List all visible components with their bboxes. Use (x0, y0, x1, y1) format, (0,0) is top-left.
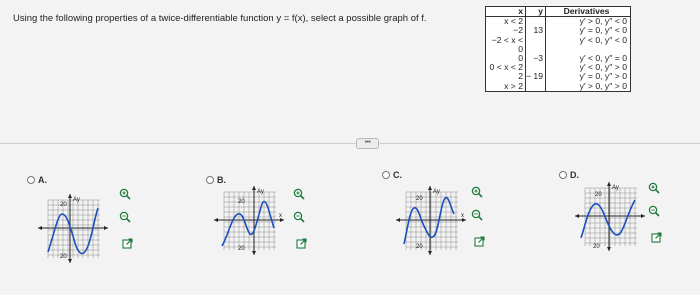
zoom-out-icon[interactable] (648, 205, 660, 217)
function-curve (222, 201, 274, 246)
option-c-graph (396, 186, 468, 256)
cell-y (526, 36, 546, 54)
header-y: y (526, 7, 546, 16)
open-external-icon[interactable] (473, 235, 485, 247)
section-divider (0, 143, 700, 144)
y-axis-label: Ay (257, 189, 264, 195)
option-d-graph (575, 182, 647, 252)
zoom-out-icon[interactable] (119, 211, 131, 223)
axis-bottom-label: 20 (593, 244, 600, 250)
header-x: x (486, 7, 526, 16)
y-axis-arrow-up (252, 186, 256, 190)
axis-top-label: 20 (60, 202, 67, 208)
cell-derivatives: y′ = 0, y′′ < 0 (579, 25, 627, 36)
x-axis-arrow-left (38, 226, 42, 230)
y-axis-arrow-down (68, 259, 72, 263)
cell-x: x > 2 (486, 82, 526, 91)
zoom-out-icon[interactable] (471, 209, 483, 221)
option-d-radio[interactable] (559, 171, 567, 179)
cell-x: 0 < x < 2 (486, 63, 526, 72)
open-external-icon[interactable] (121, 237, 133, 249)
table-row (486, 82, 630, 91)
cell-x: −2 (486, 26, 526, 35)
cell-derivatives: y′ < 0, y′′ > 0 (579, 62, 627, 73)
cell-derivatives: y′ > 0, y′′ > 0 (579, 80, 627, 91)
y-axis-arrow-down (607, 247, 611, 251)
option-d-label[interactable]: D. (570, 170, 579, 180)
cell-derivatives: y′ = 0, y′′ > 0 (579, 71, 627, 82)
more-button[interactable]: ••• (356, 138, 379, 149)
y-axis-arrow-up (68, 194, 72, 198)
y-axis-arrow-down (252, 251, 256, 255)
zoom-in-icon[interactable] (648, 182, 660, 194)
x-axis-arrow-left (396, 218, 400, 222)
cell-x: 2 (486, 72, 526, 81)
cell-y: −3 (526, 54, 546, 63)
option-a-radio[interactable] (27, 176, 35, 184)
zoom-out-icon[interactable] (293, 211, 305, 223)
option-b-radio[interactable] (206, 176, 214, 184)
axis-bottom-label: 20 (60, 254, 67, 260)
open-external-icon[interactable] (295, 237, 307, 249)
cell-derivatives: y′ < 0, y′′ = 0 (579, 53, 627, 64)
axis-top-label: 20 (238, 199, 245, 205)
zoom-in-icon[interactable] (119, 188, 131, 200)
cell-derivatives: y′ > 0, y′′ < 0 (579, 16, 627, 27)
option-b-label[interactable]: B. (217, 175, 226, 185)
y-axis-arrow-up (607, 182, 611, 186)
x-axis-arrow-left (575, 214, 579, 218)
graph-grid (585, 188, 637, 246)
cell-x: 0 (486, 54, 526, 63)
cell-derivatives: y′ < 0, y′′ < 0 (579, 34, 627, 45)
axis-top-label: 20 (595, 192, 602, 198)
y-axis-arrow-down (428, 251, 432, 255)
question-text: Using the following properties of a twice-differentiable function y = f(x), select a possible graph of f. (13, 13, 427, 24)
y-axis-label: Ay (73, 197, 80, 203)
table-row (486, 36, 630, 54)
function-curve (581, 200, 635, 238)
zoom-in-icon[interactable] (471, 186, 483, 198)
cell-x: x < 2 (486, 17, 526, 26)
axis-bottom-label: 20 (238, 246, 245, 252)
cell-y: − 19 (526, 72, 546, 81)
option-b-graph (214, 186, 286, 256)
x-axis-label: x (461, 213, 464, 219)
option-a-graph (38, 194, 110, 264)
axis-bottom-label: 20 (416, 244, 423, 250)
zoom-in-icon[interactable] (293, 188, 305, 200)
open-external-icon[interactable] (650, 231, 662, 243)
axis-top-label: 20 (416, 196, 423, 202)
cell-y: 13 (526, 26, 546, 35)
x-axis-arrow-right (104, 226, 108, 230)
y-axis-arrow-up (428, 186, 432, 190)
x-axis-arrow-left (214, 218, 218, 222)
option-c-label[interactable]: C. (393, 170, 402, 180)
x-axis-label: x (279, 213, 282, 219)
y-axis-label: Ay (612, 185, 619, 191)
graph-grid (406, 192, 458, 250)
header-derivatives: Derivatives (563, 6, 610, 16)
cell-x: −2 < x < 0 (486, 36, 526, 54)
properties-table (485, 6, 631, 92)
y-axis-label: Ay (433, 189, 440, 195)
option-a-label[interactable]: A. (38, 175, 47, 185)
option-c-radio[interactable] (382, 171, 390, 179)
x-axis-arrow-right (641, 214, 645, 218)
cell-y (526, 82, 546, 91)
